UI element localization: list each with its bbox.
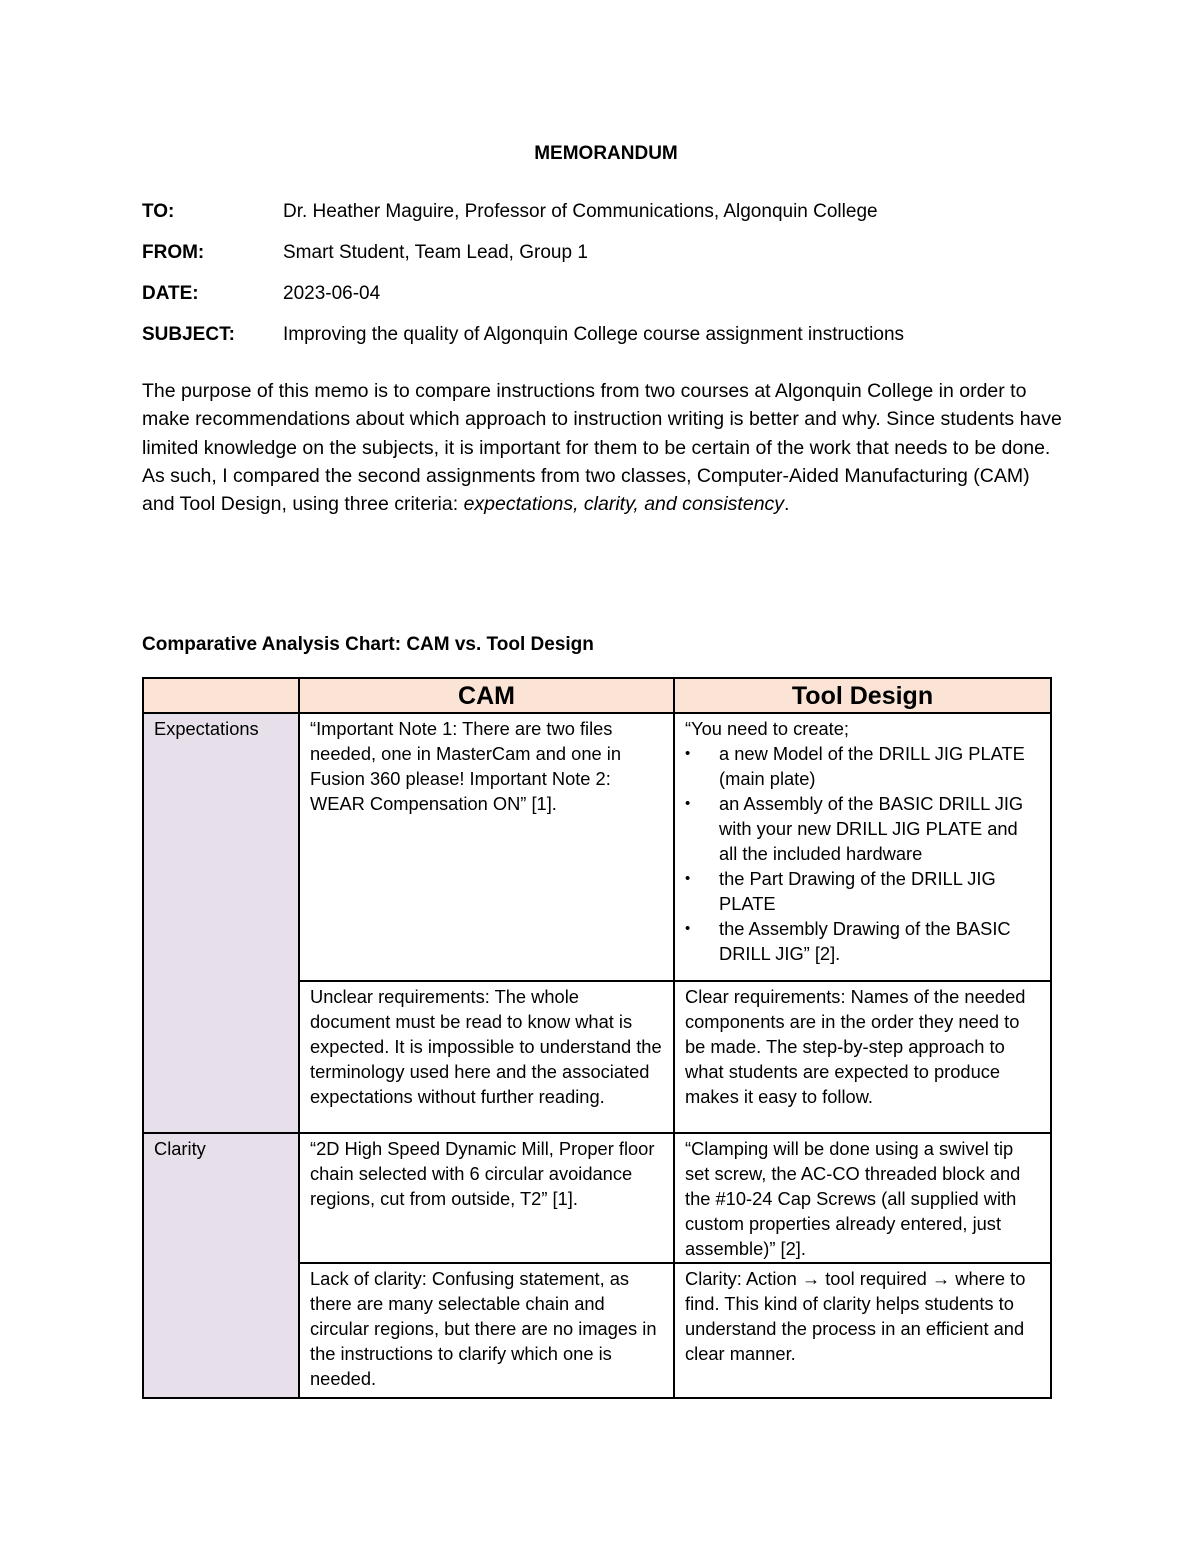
memo-title: MEMORANDUM (534, 143, 678, 164)
cell-tool-expectations-quote (674, 713, 1051, 981)
tool-expectations-intro: “You need to create; (685, 718, 849, 739)
cell-cam-expectations-quote (299, 713, 674, 981)
table-header-row (143, 678, 1051, 713)
intro-text: The purpose of this memo is to compare instructions from two courses at Algonquin College in order to make recommendations about which approach to instruction writing is better and why. Since students have limited knowledge on the subjects, it is important for them to be certain of the work that needs to be done. As such, I compared the second assignments from two classes, Computer-Aided Manufacturing (CAM) and Tool Design, using three criteria: (142, 380, 1062, 516)
intro-end: . (784, 493, 790, 516)
clarity-label: Clarity (154, 1138, 206, 1159)
row-label-clarity (143, 1133, 299, 1398)
list-item: • the Assembly Drawing of the BASIC DRILL JIG” [2]. (709, 916, 1040, 966)
chart-title: Comparative Analysis Chart: CAM vs. Tool Design (142, 634, 594, 655)
cell-tool-expectations-analysis (674, 981, 1051, 1133)
subject-value: Improving the quality of Algonquin College course assignment instructions (283, 324, 905, 345)
cam-expectations-analysis: Unclear requirements: The whole document must be read to know what is expected. It is impossible to understand the terminology used here and the associated expectations without further reading. (310, 986, 662, 1107)
to-label: TO: (142, 201, 175, 222)
intro-criteria: expectations, clarity, and consistency (463, 493, 785, 516)
cam-expectations-quote: “Important Note 1: There are two files needed, one in MasterCam and one in Fusion 360 please! Important Note 2: WEAR Compensation ON” [1]. (310, 718, 621, 814)
header-cam: CAM (299, 678, 674, 713)
table-row (143, 713, 1051, 981)
from-label: FROM: (142, 242, 205, 263)
header-blank (143, 678, 299, 713)
row-label-expectations (143, 713, 299, 1133)
subject-label: SUBJECT: (142, 324, 235, 345)
table-row (143, 1133, 1051, 1263)
tool-expectations-analysis: Clear requirements: Names of the needed components are in the order they need to be made. The step-by-step approach to what students are expected to produce makes it easy to follow. (685, 986, 1026, 1107)
list-item: • a new Model of the DRILL JIG PLATE (main plate) (709, 741, 1040, 791)
date-value: 2023-06-04 (283, 283, 381, 304)
cell-cam-clarity-quote (299, 1133, 674, 1263)
expectations-label: Expectations (154, 718, 259, 739)
from-value: Smart Student, Team Lead, Group 1 (283, 242, 588, 263)
list-item: • the Part Drawing of the DRILL JIG PLATE (709, 866, 1040, 916)
cell-tool-clarity-quote (674, 1133, 1051, 1263)
cam-clarity-quote: “2D High Speed Dynamic Mill, Proper floor chain selected with 6 circular avoidance regions, cut from outside, T2” [1]. (310, 1138, 655, 1209)
tool-clarity-analysis: Clarity: Action → tool required → where to find. This kind of clarity helps students to understand the process in an efficient and clear manner. (685, 1268, 1026, 1364)
cell-tool-clarity-analysis (674, 1263, 1051, 1398)
intro-paragraph (142, 377, 1062, 518)
header-tool-design: Tool Design (674, 678, 1051, 713)
to-value: Dr. Heather Maguire, Professor of Communications, Algonquin College (283, 201, 878, 222)
cell-cam-expectations-analysis (299, 981, 674, 1133)
tool-expectations-list (685, 741, 1040, 966)
date-label: DATE: (142, 283, 199, 304)
comparison-table (142, 677, 1052, 1399)
list-item: • an Assembly of the BASIC DRILL JIG with your new DRILL JIG PLATE and all the included hardware (709, 791, 1040, 866)
cam-clarity-analysis: Lack of clarity: Confusing statement, as there are many selectable chain and circular regions, but there are no images in the instructions to clarify which one is needed. (310, 1268, 657, 1389)
tool-clarity-quote: “Clamping will be done using a swivel tip set screw, the AC-CO threaded block and the #10-24 Cap Screws (all supplied with custom properties already entered, just assemble)” [2]. (685, 1138, 1021, 1259)
cell-cam-clarity-analysis (299, 1263, 674, 1398)
